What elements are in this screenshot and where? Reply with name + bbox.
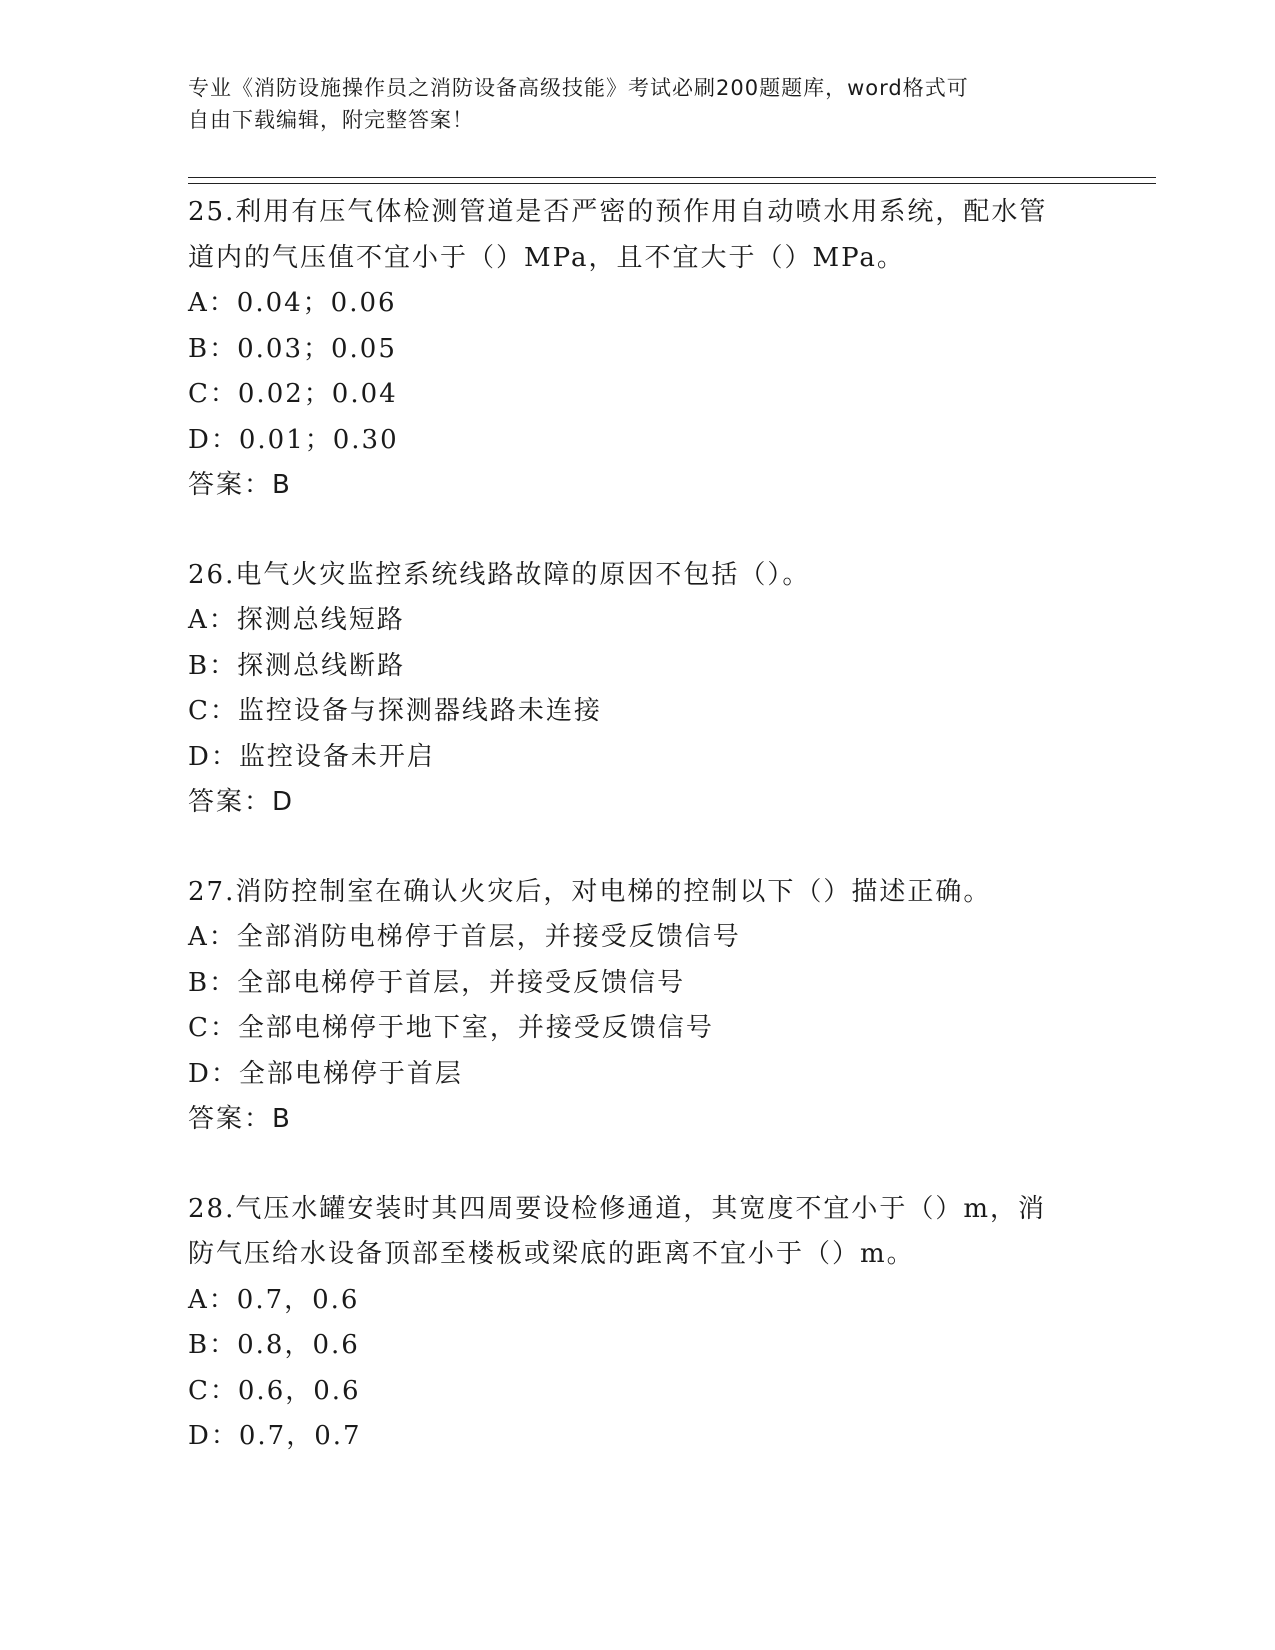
option-a: A：0.04；0.06 bbox=[188, 288, 397, 318]
question-stem-line: 26.电气火灾监控系统线路故障的原因不包括（）。 bbox=[188, 559, 811, 590]
option-d: D：监控设备未开启 bbox=[188, 741, 435, 772]
question-stem-line: 25.利用有压气体检测管道是否严密的预作用自动喷水用系统，配水管 bbox=[188, 197, 1048, 227]
option-d: D：0.7，0.7 bbox=[188, 1421, 362, 1451]
question-stem-line: 27.消防控制室在确认火灾后，对电梯的控制以下（）描述正确。 bbox=[188, 876, 992, 907]
option-b: B：全部电梯停于首层，并接受反馈信号 bbox=[188, 967, 686, 998]
question-list bbox=[188, 190, 1088, 1504]
header-divider-bottom bbox=[188, 183, 1156, 184]
option-c: C：全部电梯停于地下室，并接受反馈信号 bbox=[188, 1013, 714, 1043]
option-c: C：0.02；0.04 bbox=[188, 379, 398, 409]
question-28 bbox=[188, 1187, 1088, 1460]
option-b: B：0.03；0.05 bbox=[188, 333, 397, 364]
option-b: B：探测总线断路 bbox=[188, 650, 406, 681]
option-a: A：0.7，0.6 bbox=[188, 1284, 360, 1315]
option-c: C：监控设备与探测器线路未连接 bbox=[188, 696, 602, 726]
question-25 bbox=[188, 190, 1088, 509]
option-a: A：探测总线短路 bbox=[188, 605, 405, 635]
option-a: A：全部消防电梯停于首层，并接受反馈信号 bbox=[188, 922, 741, 952]
header-divider-top bbox=[188, 177, 1156, 178]
option-d: D：全部电梯停于首层 bbox=[188, 1058, 463, 1089]
option-d: D：0.01；0.30 bbox=[188, 424, 399, 455]
header-line-2: 自由下载编辑，附完整答案！ bbox=[188, 108, 474, 132]
question-27 bbox=[188, 870, 1088, 1143]
question-stem-line: 道内的气压值不宜小于（）MPa，且不宜大于（）MPa。 bbox=[188, 242, 905, 273]
question-stem-line: 防气压给水设备顶部至楼板或梁底的距离不宜小于（）m。 bbox=[188, 1239, 915, 1269]
question-stem-line: 28.气压水罐安装时其四周要设检修通道，其宽度不宜小于（）m，消 bbox=[188, 1193, 1047, 1224]
answer-key: 答案：B bbox=[188, 1104, 292, 1134]
header-line-1: 专业《消防设施操作员之消防设备高级技能》考试必刷200题题库，word格式可 bbox=[188, 76, 969, 100]
option-c: C：0.6，0.6 bbox=[188, 1375, 361, 1406]
question-26 bbox=[188, 553, 1088, 826]
option-b: B：0.8，0.6 bbox=[188, 1330, 360, 1360]
answer-key: 答案：D bbox=[188, 787, 295, 817]
document-header bbox=[188, 72, 1068, 136]
answer-key: 答案：B bbox=[188, 470, 292, 500]
